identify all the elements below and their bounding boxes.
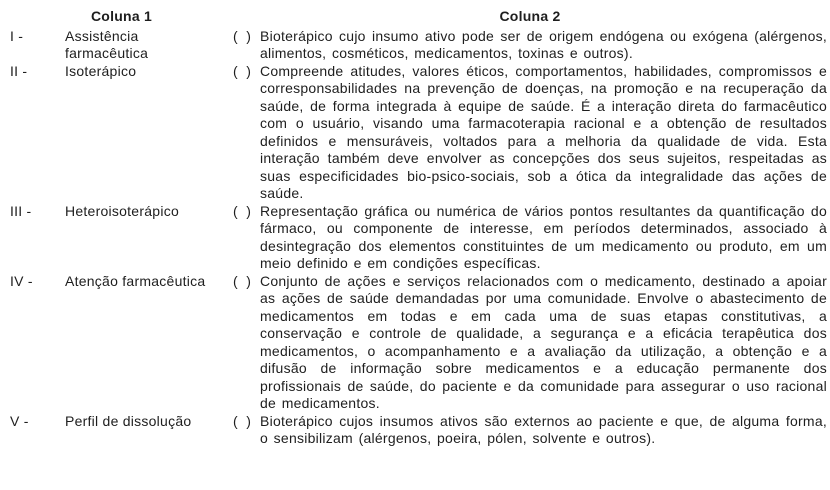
item-description: Bioterápico cujo insumo ativo pode ser de origem endógena ou exógena (alérgenos, alimentos, cosméticos, medicamentos, toxinas e outros). — [260, 27, 827, 61]
item-term: Isoterápico — [65, 62, 137, 79]
matching-row-4 — [10, 273, 827, 413]
item-description: Representação gráfica ou numérica de vários pontos resultantes da quantificação do fármaco, ou componente de interesse, em períodos determinados, associado à desintegração dos elementos constituintes de um medicamento ou produto, em um meio definido e em condições específicas. — [260, 202, 827, 271]
matching-row-2 — [10, 63, 827, 203]
matching-row-3 — [10, 203, 827, 273]
item-term: Heteroisoterápico — [65, 202, 179, 219]
item-term: Assistência farmacêutica — [65, 27, 149, 61]
matching-row-5 — [10, 413, 827, 448]
answer-blank: ( ) — [233, 202, 252, 219]
matching-row-1 — [10, 28, 827, 63]
item-term: Perfil de dissolução — [65, 412, 192, 429]
answer-blank: ( ) — [233, 62, 252, 79]
item-numeral: I - — [10, 27, 24, 44]
item-numeral: IV - — [10, 272, 33, 289]
column1-header: Coluna 1 — [90, 8, 153, 24]
answer-blank: ( ) — [233, 412, 252, 429]
item-numeral: III - — [10, 202, 32, 219]
answer-blank: ( ) — [233, 27, 252, 44]
item-description: Conjunto de ações e serviços relacionados com o medicamento, destinado a apoiar as ações de saúde demandadas por uma comunidade. Envolve o abastecimento de medicamentos em todas e em cada uma de suas etapas constitutivas, a conservação e controle de qualidade, a segurança e a eficácia terapêutica dos medicamentos, o acompanhamento e a avaliação da utilização, a obtenção e a difusão de informação sobre medicamentos e a educação permanente dos profissionais de saúde, do paciente e da comunidade para assegurar o uso racional de medicamentos. — [260, 272, 827, 411]
column-headers — [10, 8, 827, 26]
item-description: Bioterápico cujos insumos ativos são externos ao paciente e que, de alguma forma, o sensibilizam (alérgenos, poeira, pólen, solvente e outros). — [260, 412, 827, 446]
column2-header: Coluna 2 — [499, 8, 561, 24]
item-numeral: V - — [10, 412, 29, 429]
item-numeral: II - — [10, 62, 28, 79]
item-description: Compreende atitudes, valores éticos, comportamentos, habilidades, compromissos e corresponsabilidades na prevenção de doenças, na promoção e na recuperação da saúde, de forma integrada à equipe de saúde. É a interação direta do farmacêutico com o usuário, visando uma farmacoterapia racional e a obtenção de resultados definidos e mensuráveis, voltados para a melhoria da qualidade de vida. Esta interação também deve envolver as concepções dos seus sujeitos, respeitadas as suas especificidades bio-psico-sociais, sob a ótica da integralidade das ações de saúde. — [260, 62, 827, 201]
item-term: Atenção farmacêutica — [65, 272, 206, 289]
answer-blank: ( ) — [233, 272, 252, 289]
